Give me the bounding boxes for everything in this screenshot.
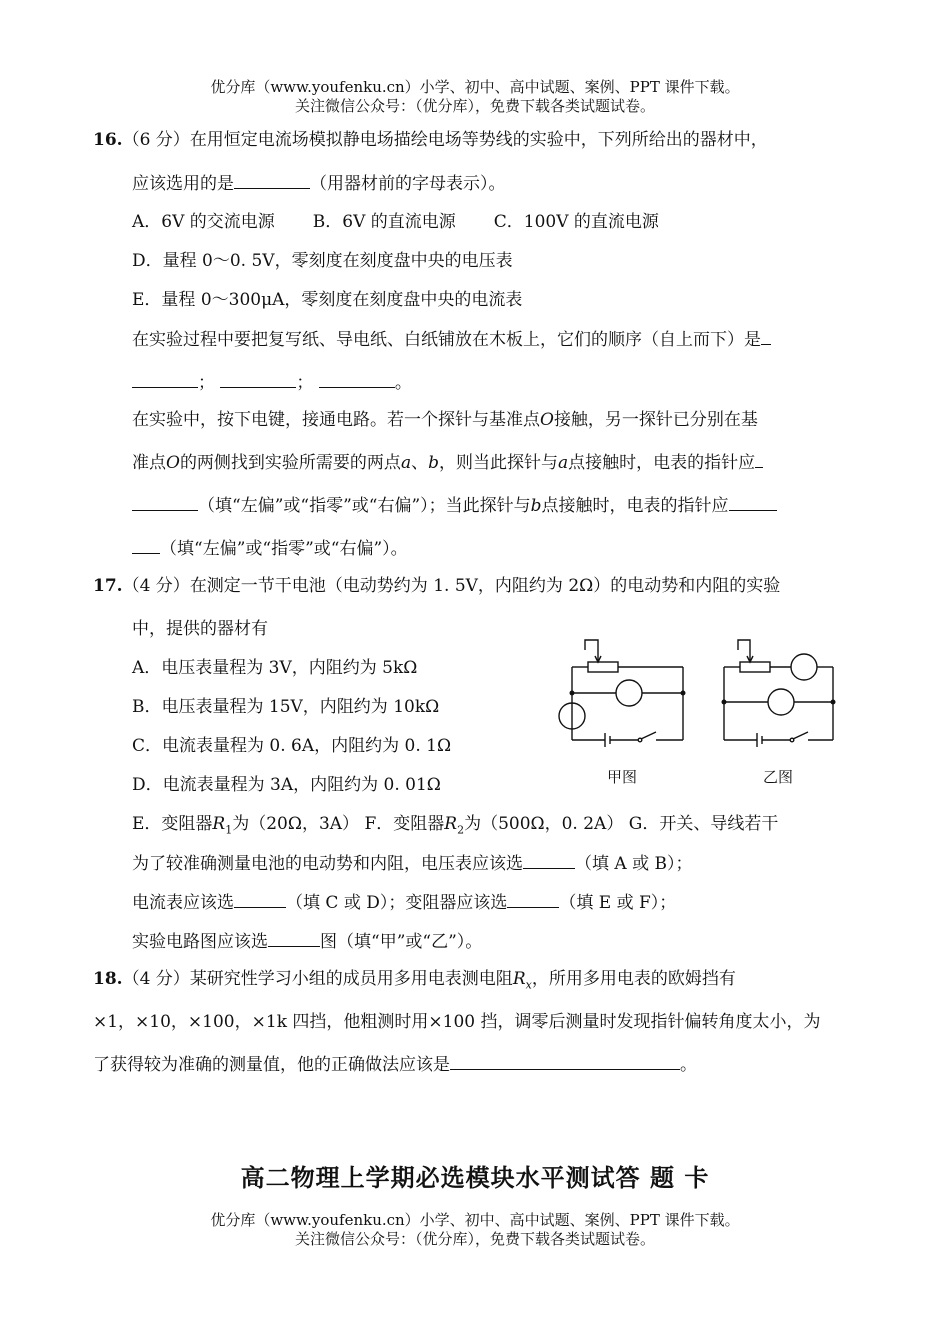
q18-answer-blank[interactable] bbox=[450, 1053, 680, 1070]
p3a: （填“左偏”或“指零”或“右偏”）；当此探针与 bbox=[198, 496, 531, 516]
q16-stem1: 在用恒定电流场模拟静电场描绘电场等势线的实验中，下列所给出的器材中， bbox=[189, 130, 768, 150]
sep: ； bbox=[198, 373, 215, 393]
p2b: 的两侧找到实验所需要的两点 bbox=[179, 453, 401, 473]
q17-option-a: A．电压表量程为 3V，内阻约为 5kΩ bbox=[132, 658, 418, 678]
meter-yi-upper bbox=[791, 654, 817, 680]
opte2: 为（20Ω，3A） F．变阻器 bbox=[232, 814, 445, 834]
end: 。 bbox=[394, 373, 412, 393]
q18-number: 18. bbox=[93, 969, 123, 989]
q17-option-d: D．电流表量程为 3A，内阻约为 0. 01Ω bbox=[132, 775, 441, 795]
p1: 在实验中，按下电键，接通电路。若一个探针与基准点 bbox=[132, 410, 540, 430]
l3b: 。 bbox=[680, 1055, 697, 1075]
q16-option-d: D．量程 0～0. 5V，零刻度在刻度盘中央的电压表 bbox=[132, 251, 513, 271]
header-top-line2: 关注微信公众号：（优分库），免费下载各类试题试卷。 bbox=[294, 97, 655, 115]
q16-score: （6 分） bbox=[122, 130, 190, 150]
q17-option-efg bbox=[132, 813, 778, 841]
q17-stem1: 在测定一节干电池（电动势约为 1. 5V，内阻约为 2Ω）的电动势和内阻的实验 bbox=[189, 576, 781, 596]
q17-voltmeter-line bbox=[132, 852, 692, 875]
circuit-yi bbox=[722, 640, 836, 747]
header-top-line1: 优分库（www.youfenku.cn）小学、初中、高中试题、案例、PPT 课件下载。 bbox=[210, 78, 740, 96]
p2d: 点接触时，电表的指针应 bbox=[568, 453, 756, 473]
l3a: 了获得较为准确的测量值，他的正确做法应该是 bbox=[93, 1055, 450, 1075]
p4: （填“左偏”或“指零”或“右偏”）。 bbox=[160, 539, 408, 559]
switch-yi bbox=[793, 732, 808, 739]
q16-order-blanks bbox=[132, 371, 412, 394]
q16-order-blank2[interactable] bbox=[220, 371, 296, 388]
p1b: 接触，另一探针已分别在基 bbox=[553, 410, 758, 430]
q16-option-b: B．6V 的直流电源 bbox=[312, 212, 456, 232]
opte1: E．变阻器 bbox=[132, 814, 213, 834]
p3b: 点接触时，电表的指针应 bbox=[541, 496, 729, 516]
switch-jia bbox=[641, 732, 656, 739]
comma: 、 bbox=[411, 453, 429, 473]
q17-option-c: C．电流表量程为 0. 6A，内阻约为 0. 1Ω bbox=[132, 736, 452, 756]
q16-option-c: C．100V 的直流电源 bbox=[493, 212, 659, 232]
b: b bbox=[428, 453, 439, 473]
rheostat-jia bbox=[588, 662, 618, 672]
q16-order-blank1[interactable] bbox=[132, 371, 198, 388]
figure-yi-caption: 乙图 bbox=[763, 768, 794, 786]
q17-number: 17. bbox=[93, 576, 123, 596]
o: O bbox=[166, 453, 180, 473]
q17-option-b: B．电压表量程为 15V，内阻约为 10kΩ bbox=[132, 697, 440, 717]
q17-circuit-line bbox=[132, 930, 482, 953]
answer-card-title: 高二物理上学期必选模块水平测试答 题 卡 bbox=[240, 1163, 710, 1192]
header-bottom-line2: 关注微信公众号：（优分库），免费下载各类试题试卷。 bbox=[294, 1230, 655, 1248]
q16-order-text: 在实验过程中要把复写纸、导电纸、白纸铺放在木板上，它们的顺序（自上而下）是 bbox=[132, 330, 761, 350]
q17-stem2: 中，提供的器材有 bbox=[132, 619, 268, 639]
q16-para3 bbox=[132, 494, 777, 517]
q16-option-e: E．量程 0～300μA，零刻度在刻度盘中央的电流表 bbox=[132, 290, 523, 310]
q17-ammeter-blank[interactable] bbox=[234, 891, 286, 908]
q17-ammeter-line bbox=[132, 891, 676, 914]
q16-order-line bbox=[132, 328, 771, 351]
circuit-diagrams bbox=[550, 632, 850, 757]
q16-stem2a: 应该选用的是 bbox=[132, 174, 234, 194]
header-bottom-line1: 优分库（www.youfenku.cn）小学、初中、高中试题、案例、PPT 课件下载。 bbox=[210, 1211, 740, 1229]
l1a: 为了较准确测量电池的电动势和内阻，电压表应该选 bbox=[132, 854, 523, 874]
b: b bbox=[530, 496, 542, 516]
q16-pointer-blank2-start[interactable] bbox=[729, 494, 777, 511]
r: R bbox=[212, 814, 226, 834]
l1a: 某研究性学习小组的成员用多用电表测电阻 bbox=[189, 969, 513, 989]
q16-para4 bbox=[132, 537, 408, 560]
opte3: 为（500Ω，0. 2A） G．开关、导线若干 bbox=[464, 814, 779, 834]
rheostat-yi bbox=[740, 662, 770, 672]
l3b: 图（填“甲”或“乙”）。 bbox=[320, 932, 483, 952]
q16-pointer-blank1-start[interactable] bbox=[755, 451, 763, 468]
q16-para2 bbox=[132, 451, 763, 474]
figure-jia-caption: 甲图 bbox=[607, 768, 638, 786]
x: x bbox=[525, 978, 532, 992]
s1: 1 bbox=[225, 823, 233, 837]
l1b: （填 A 或 B）； bbox=[575, 854, 693, 874]
p2c: ，则当此探针与 bbox=[438, 453, 558, 473]
l2c: （填 E 或 F）； bbox=[559, 893, 677, 913]
a: a bbox=[400, 453, 412, 473]
a: a bbox=[557, 453, 569, 473]
q18-line3 bbox=[93, 1053, 697, 1076]
r: R bbox=[444, 814, 458, 834]
q16-line1 bbox=[93, 129, 768, 151]
q17-rheostat-blank[interactable] bbox=[507, 891, 559, 908]
meter-jia-upper bbox=[616, 680, 642, 706]
q16-stem2b: （用器材前的字母表示）。 bbox=[310, 174, 506, 194]
q16-pointer-blank2[interactable] bbox=[132, 537, 160, 554]
o: O bbox=[540, 410, 554, 430]
sep: ； bbox=[296, 373, 314, 393]
q16-options-abc bbox=[132, 211, 659, 233]
p2a: 准点 bbox=[132, 453, 166, 473]
circuit-jia bbox=[559, 640, 686, 747]
q16-pointer-blank1[interactable] bbox=[132, 494, 198, 511]
q16-order-blank3[interactable] bbox=[319, 371, 395, 388]
l2b: （填 C 或 D）；变阻器应该选 bbox=[286, 893, 508, 913]
l2a: 电流表应该选 bbox=[132, 893, 234, 913]
q16-order-blank1-start[interactable] bbox=[761, 328, 771, 345]
l3a: 实验电路图应该选 bbox=[132, 932, 268, 952]
q17-circuit-blank[interactable] bbox=[268, 930, 320, 947]
q17-score: （4 分） bbox=[122, 576, 190, 596]
q16-line2 bbox=[132, 172, 506, 195]
q17-voltmeter-blank[interactable] bbox=[523, 852, 575, 869]
q16-number: 16. bbox=[93, 130, 123, 150]
l1b: ，所用多用电表的欧姆挡有 bbox=[531, 969, 736, 989]
s2: 2 bbox=[457, 823, 465, 837]
meter-yi-middle bbox=[768, 689, 794, 715]
q16-answer-blank[interactable] bbox=[234, 172, 310, 189]
rx: R bbox=[512, 969, 526, 989]
q16-para1 bbox=[132, 409, 758, 431]
q18-line2: ×1，×10，×100，×1k 四挡，他粗测时用×100 挡，调零后测量时发现指针偏转角度太小，为 bbox=[93, 1012, 821, 1032]
q17-line1 bbox=[93, 575, 780, 597]
q18-score: （4 分） bbox=[122, 969, 190, 989]
q18-line1 bbox=[93, 968, 736, 996]
q16-option-a: A．6V 的交流电源 bbox=[132, 212, 275, 232]
